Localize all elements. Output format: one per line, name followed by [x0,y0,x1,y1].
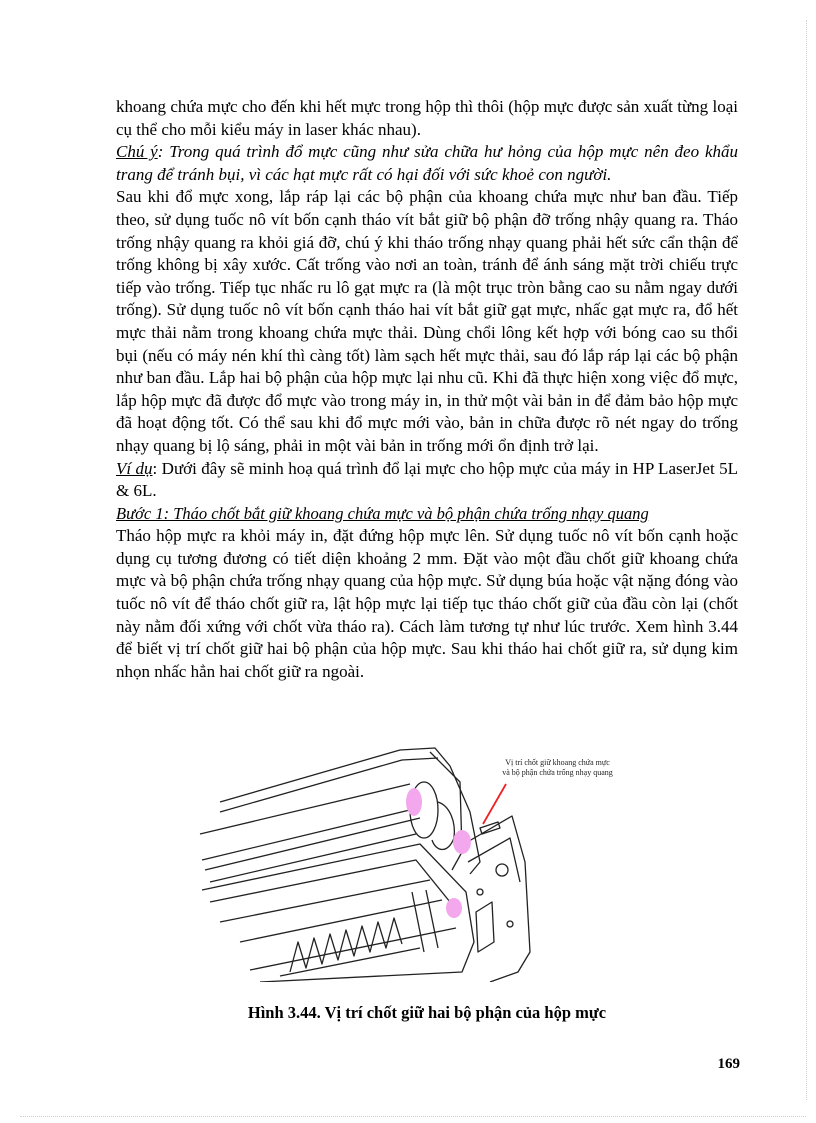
paragraph-intro: khoang chứa mực cho đến khi hết mực trong hộp thì thôi (hộp mực được sản xuất từng loại cụ thể cho mỗi kiểu máy in laser khác nhau). [116,97,738,139]
figure-caption: Hình 3.44. Vị trí chốt giữ hai bộ phận của hộp mực [247,1003,607,1022]
page-number: 169 [717,1056,740,1072]
paragraph-reassembly: Sau khi đổ mực xong, lắp ráp lại các bộ phận của khoang chứa mực như ban đầu. Tiếp theo, sử dụng tuốc nô vít bốn cạnh tháo vít bắt giữ bộ phận đỡ trống nhậy quang ra. Tháo trống nhậy quang ra khỏi giá đỡ, chú ý khi tháo trống nhạy quang phải hết sức cẩn thận để trống không bị xây xước. Cất trống vào nơi an toàn, tránh để ánh sáng mặt trời chiếu trực tiếp vào trống. Tiếp tục nhấc ru lô gạt mực ra (là một trục tròn bằng cao su nằm ngay dưới trống). Sử dụng tuốc nô vít bốn cạnh tháo hai vít bắt giữ gạt mực, nhấc gạt mực ra, đổ hết mực thải nằm trong khoang chứa mực thải. Dùng chổi lông kết hợp với bóng cao su thổi bụi (nếu có máy nén khí thì càng tốt) làm sạch hết mực thải, sau đó lắp ráp lại các bộ phận như ban đầu. Lắp hai bộ phận của hộp mực lại nhu cũ. Khi đã thực hiện xong việc đổ mực, lắp hộp mực đã được đổ mực vào trong máy in, in thử một vài bản in để đảm bảo hộp mực đã hoạt động tốt. Có thể sau khi đổ mực mới vào, bản in chữa được rõ nét ngay do trống nhạy quang bị lộ sáng, phải in một vài bản in trống mới ổn định trở lại. [116,187,738,455]
page-border-right [806,20,807,1100]
cartridge-figure [180,742,640,982]
example-label: Ví dụ [116,458,153,478]
note-label: Chú ý [116,142,158,162]
main-text [116,96,738,683]
paragraph-step1: Tháo hộp mực ra khỏi máy in, đặt đứng hộp mực lên. Sử dụng tuốc nô vít bốn cạnh hoặc dụng cụ tương đương có tiết diện khoảng 2 mm. Đặt vào một đầu chốt giữ khoang chứa mực và bộ phận chứa trống nhạy quang của hộp mực. Sử dụng búa hoặc vật nặng đóng vào tuốc nô vít để tháo chốt giữ ra, lật hộp mực lại tiếp tục tháo chốt giữ của đầu còn lại (chốt này nằm đối xứng với chốt vừa tháo ra). Cách làm tương tự như lúc trước. Xem hình 3.44 để biết vị trí chốt giữ hai bộ phận của hộp mực. Sau khi tháo hai chốt giữ ra, sử dụng kim nhọn nhấc hẳn hai chốt giữ ra ngoài. [116,526,738,681]
step1-heading: Bước 1: Tháo chốt bắt giữ khoang chứa mực và bộ phận chứa trống nhạy quang [116,503,649,523]
note-text: : Trong quá trình đổ mực cũng như sửa chữa hư hỏng của hộp mực nên đeo khẩu trang để tránh bụi, vì các hạt mực rất có hại đối với sức khoẻ con người. [116,142,738,184]
example-text: : Dưới đây sẽ minh hoạ quá trình đổ lại mực cho hộp mực của máy in HP LaserJet 5L & 6L. [116,458,739,501]
page-border-bottom [20,1116,806,1117]
figure-annotation [470,758,645,778]
example-paragraph [116,458,738,503]
toner-cartridge-illustration-icon [180,742,640,982]
note-paragraph [116,141,738,186]
annotation-line2: và bộ phận chứa trống nhạy quang [502,768,613,777]
annotation-line1: Vị trí chốt giữ khoang chứa mực [505,758,610,767]
